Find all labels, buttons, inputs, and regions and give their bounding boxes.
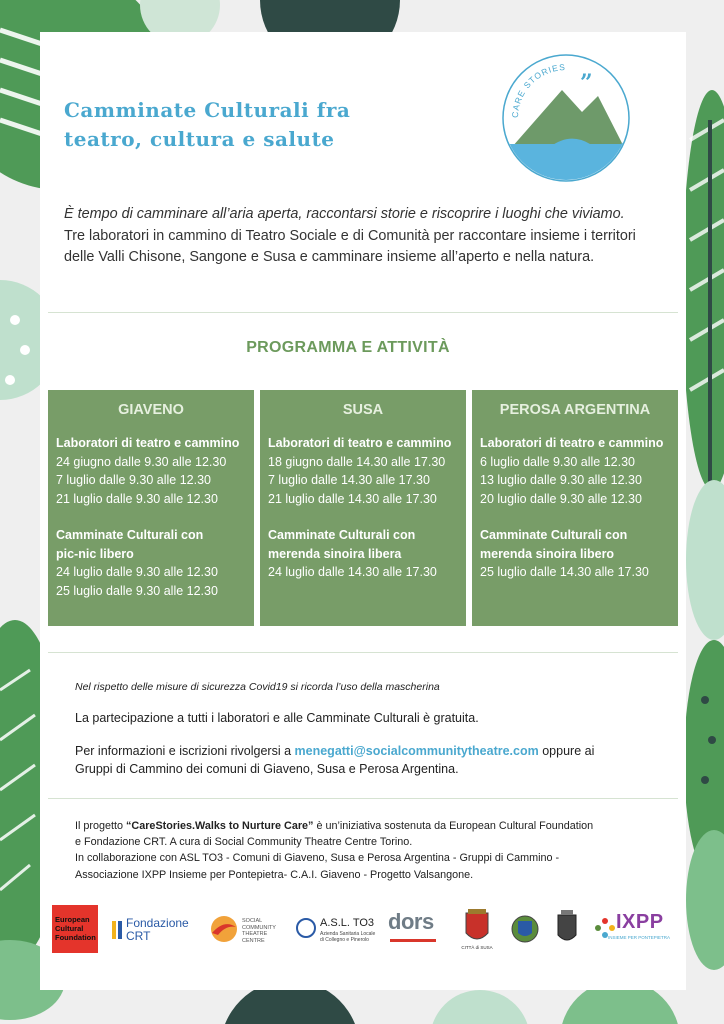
intro-text (64, 204, 664, 269)
ixpp-subtext: INSIEME PER PONTEPIETRA (608, 935, 671, 940)
sct-emblem-icon (208, 915, 240, 943)
flyer-card (40, 32, 686, 990)
intro-italic: È tempo di camminare all’aria aperta, raccontarsi storie e riscoprire i luoghi che viviamo. (64, 206, 625, 222)
credits-prefix: Il progetto (75, 820, 124, 832)
contact-prefix: Per informazioni e iscrizioni rivolgersi a (75, 744, 292, 758)
contact-email-link[interactable]: menegatti@socialcommunitytheatre.com (294, 744, 539, 758)
fondazione-crt-logo (110, 905, 200, 953)
lab-date: 6 luglio dalle 9.30 alle 12.30 (480, 454, 635, 469)
divider (48, 798, 678, 799)
partner-logos (52, 905, 682, 959)
credits-line-3: In collaborazione con ASL TO3 - Comuni di Giaveno, Susa e Perosa Argentina - Gruppi di Cammino - (75, 852, 560, 865)
lab-date: 7 luglio dalle 9.30 alle 12.30 (56, 473, 211, 487)
crt-text-2: CRT (126, 929, 151, 943)
lab-date: 7 luglio dalle 14.30 alle 17.30 (268, 473, 430, 487)
contact-line-2: Gruppi di Cammino dei comuni di Giaveno, Susa e Perosa Argentina. (75, 762, 459, 776)
lab-date: 21 luglio dalle 14.30 alle 17.30 (268, 491, 437, 506)
lab-title: Laboratori di teatro e cammino (56, 436, 240, 450)
lab-title: Laboratori di teatro e cammino (268, 436, 452, 450)
free-participation-text: La partecipazione a tutti i laboratori e alle Camminate Culturali è gratuita. (75, 711, 479, 725)
asl-to3-logo (296, 905, 380, 953)
ixpp-text: IXPP (616, 911, 664, 933)
credits-line-4: Associazione IXPP Insieme per Pontepietra- C.A.I. Giaveno - Progetto Valsangone. (75, 868, 474, 881)
column-city: SUSA (342, 402, 384, 418)
lab-date: 13 luglio dalle 9.30 alle 12.30 (480, 473, 642, 487)
credits-line-1: è un’iniziativa sostenuta da European Cultural Foundation (316, 820, 594, 832)
credits-line-2: e Fondazione CRT. A cura di Social Community Theatre Centre Torino. (75, 836, 413, 849)
walk-date: 25 luglio dalle 14.30 alle 17.30 (480, 565, 649, 579)
sct-text: THEATRE (242, 931, 268, 937)
crt-text-1: Fondazione (126, 916, 189, 930)
title-line-1: Camminate Culturali fra (64, 98, 351, 122)
walk-title: pic-nic libero (56, 546, 134, 561)
asl-text-1: A.S.L. TO3 (320, 917, 375, 929)
care-stories-logo (500, 52, 632, 184)
covid-note: Nel rispetto delle misure di sicurezza Covid19 si ricorda l’uso della mascherina (75, 681, 440, 693)
social-community-theatre-logo (208, 905, 290, 953)
ecf-logo-line: Foundation (55, 933, 96, 942)
project-name: “CareStories.Walks to Nurture Care” (126, 820, 314, 832)
program-column-susa (260, 390, 466, 626)
lab-date: 18 giugno dalle 14.30 alle 17.30 (268, 454, 446, 469)
walk-title: Camminate Culturali con (480, 528, 628, 542)
contact-suffix: oppure ai (542, 744, 595, 758)
sct-text: CENTRE (242, 937, 265, 944)
perosa-crest-icon (550, 905, 584, 953)
sct-text: SOCIAL (242, 918, 263, 924)
tree-shape (682, 90, 724, 490)
dors-text: dors (388, 909, 434, 934)
page-title (64, 96, 404, 154)
ecf-logo-line: Cultural (55, 924, 84, 933)
walk-title: merenda sinoira libero (480, 546, 615, 561)
ixpp-logo (594, 905, 678, 953)
walk-date: 24 luglio dalle 14.30 alle 17.30 (268, 565, 437, 579)
asl-text-2: Azienda Sanitaria Locale (320, 931, 376, 937)
lab-date: 21 luglio dalle 9.30 alle 12.30 (56, 491, 218, 506)
lab-date: 20 luglio dalle 9.30 alle 12.30 (480, 491, 642, 506)
credits-text (75, 818, 635, 883)
ecf-logo-line: European (55, 915, 90, 924)
walk-date: 24 luglio dalle 9.30 alle 12.30 (56, 565, 218, 579)
title-line-2: teatro, cultura e salute (64, 127, 335, 151)
asl-text-3: di Collegno e Pinerolo (320, 937, 369, 943)
program-column-perosa (472, 390, 678, 626)
ecf-logo (52, 905, 98, 953)
walk-date: 25 luglio dalle 9.30 alle 12.30 (56, 583, 218, 598)
walk-title: Camminate Culturali con (268, 528, 416, 542)
divider (48, 652, 678, 653)
program-column-giaveno (48, 390, 254, 626)
column-city: GIAVENO (118, 402, 184, 418)
lab-title: Laboratori di teatro e cammino (480, 436, 664, 450)
giaveno-crest-icon (508, 905, 542, 953)
susa-label: CITTÀ di SUSA (461, 945, 493, 950)
logo-text: CARE STORIES (509, 61, 567, 119)
contact-info (75, 742, 635, 778)
lab-date: 24 giugno dalle 9.30 alle 12.30 (56, 454, 227, 469)
intro-body: Tre laboratori in cammino di Teatro Sociale e di Comunità per raccontare insieme i territori delle Valli Chisone, Sangone e Susa e camminare insieme all’aperto e nella natura. (64, 227, 636, 265)
divider (48, 312, 678, 313)
walk-title: Camminate Culturali con (56, 528, 204, 542)
dors-logo (388, 905, 444, 953)
program-title: PROGRAMMA E ATTIVITÀ (246, 339, 450, 356)
sct-text: COMMUNITY (242, 924, 276, 931)
quote-icon: ” (580, 70, 593, 96)
walk-title: merenda sinoira libera (268, 546, 402, 561)
column-city: PEROSA ARGENTINA (499, 402, 651, 418)
